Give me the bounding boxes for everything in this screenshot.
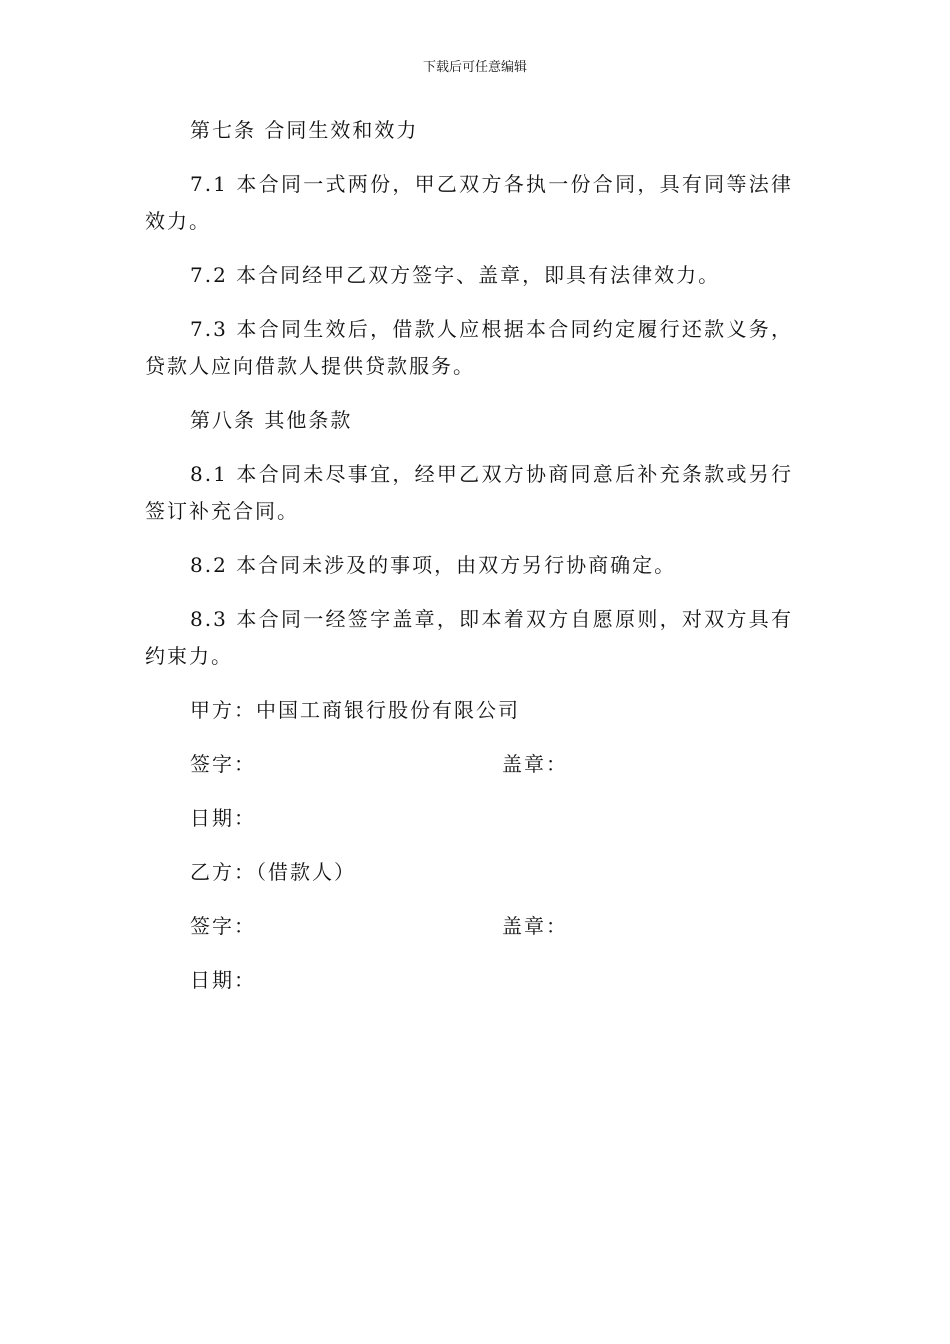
- clause-7-3: 7.3 本合同生效后，借款人应根据本合同约定履行还款义务，贷款人应向借款人提供贷款服务。: [145, 317, 793, 378]
- clause-8-2: 8.2 本合同未涉及的事项，由双方另行协商确定。: [190, 553, 677, 577]
- party-b-seal-label: 盖章：: [502, 914, 568, 938]
- party-b-sign-row: [145, 908, 793, 945]
- clause-7-1: 7.1 本合同一式两份，甲乙双方各执一份合同，具有同等法律效力。: [145, 172, 793, 233]
- clause-8-1: 8.1 本合同未尽事宜，经甲乙双方协商同意后补充条款或另行签订补充合同。: [145, 462, 793, 523]
- party-a-seal-label: 盖章：: [502, 752, 568, 776]
- clause-8-3: 8.3 本合同一经签字盖章，即本着双方自愿原则，对双方具有约束力。: [145, 607, 793, 668]
- party-b-date-label: 日期：: [190, 968, 256, 992]
- party-a-sign-label: 签字：: [190, 752, 256, 776]
- party-b-label: 乙方：（借款人）: [190, 860, 356, 884]
- party-a-date-label: 日期：: [190, 806, 256, 830]
- clause-7-2: 7.2 本合同经甲乙双方签字、盖章，即具有法律效力。: [190, 263, 721, 287]
- header-note: 下载后可任意编辑: [422, 60, 527, 75]
- article-7-title: 第七条 合同生效和效力: [190, 118, 419, 142]
- contract-body: [145, 112, 793, 1016]
- article-8-title: 第八条 其他条款: [190, 408, 353, 432]
- party-b-sign-label: 签字：: [190, 914, 256, 938]
- party-a-label: 甲方：中国工商银行股份有限公司: [190, 698, 520, 722]
- party-a-sign-row: [145, 746, 793, 783]
